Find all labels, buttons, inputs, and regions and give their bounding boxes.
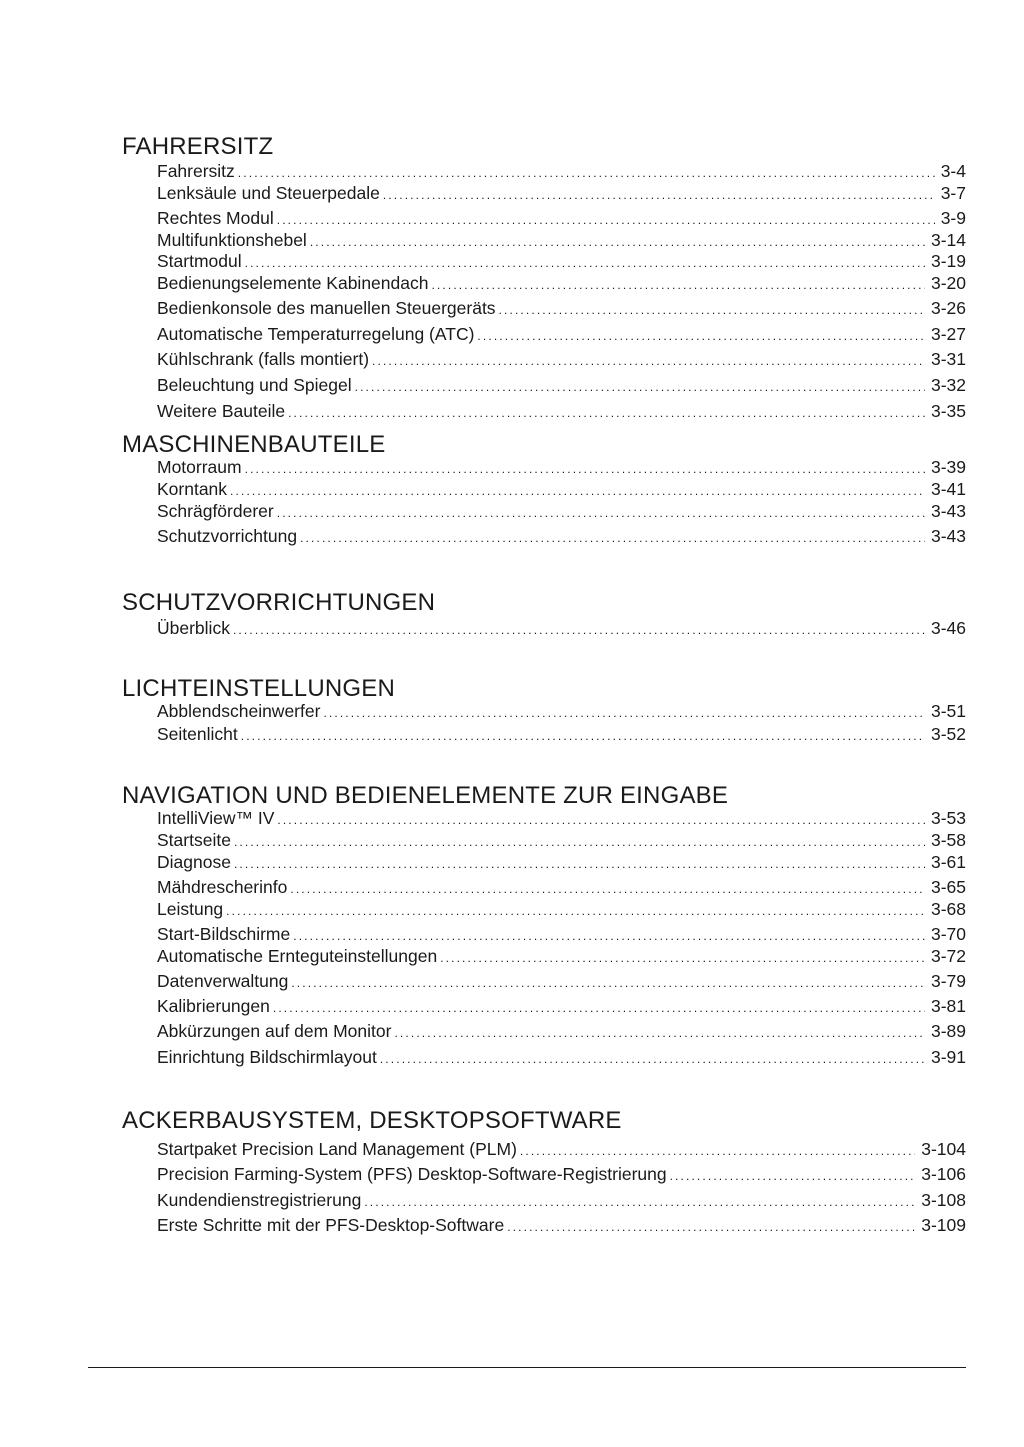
dot-leader — [234, 829, 925, 851]
toc-entry-page: 3-72 — [930, 946, 966, 966]
dot-leader — [241, 723, 925, 745]
footer-divider — [88, 1367, 966, 1368]
toc-entry-page: 3-27 — [930, 324, 966, 344]
section-title: LICHTEINSTELLUNGEN — [122, 675, 395, 702]
dot-leader — [507, 1214, 915, 1236]
dot-leader — [277, 500, 925, 522]
toc-entry[interactable] — [157, 207, 966, 229]
dot-leader — [293, 923, 925, 945]
toc-section-maschinenbauteile — [122, 431, 966, 546]
section-title: FAHRERSITZ — [122, 133, 274, 160]
dot-leader — [372, 348, 925, 370]
dot-leader — [520, 1138, 915, 1160]
toc-entry[interactable] — [157, 297, 966, 319]
toc-entry[interactable] — [157, 456, 966, 478]
toc-entry[interactable] — [157, 970, 966, 992]
toc-entry[interactable] — [157, 323, 966, 345]
section-title: SCHUTZVORRICHTUNGEN — [122, 589, 436, 616]
toc-entry-page: 3-26 — [930, 298, 966, 318]
toc-entry[interactable] — [157, 1189, 966, 1211]
toc-entry-page: 3-89 — [930, 1021, 966, 1041]
toc-entry-label: Precision Farming-System (PFS) Desktop-Software-Registrierung — [157, 1164, 667, 1184]
toc-entry[interactable] — [157, 1020, 966, 1042]
toc-entry-label: Korntank — [157, 479, 228, 499]
dot-leader — [291, 970, 925, 992]
toc-entry[interactable] — [157, 525, 966, 547]
toc-entry-page: 3-20 — [930, 273, 966, 293]
toc-entry[interactable] — [157, 250, 966, 272]
toc-entry-page: 3-106 — [921, 1164, 966, 1184]
dot-leader — [364, 1189, 915, 1211]
toc-entry[interactable] — [157, 851, 966, 873]
toc-entry[interactable] — [157, 876, 966, 898]
toc-section-schutzvorrichtungen — [122, 589, 966, 638]
toc-entry-label: Bedienkonsole des manuellen Steuergeräts — [157, 298, 496, 318]
toc-entry-label: Weitere Bauteile — [157, 401, 286, 421]
dot-leader — [477, 323, 925, 345]
toc-entry-label: Abblendscheinwerfer — [157, 701, 321, 721]
toc-entry[interactable] — [157, 400, 966, 422]
toc-entry[interactable] — [157, 160, 966, 182]
toc-entry-label: Fahrersitz — [157, 161, 235, 181]
toc-entry-label: Kalibrierungen — [157, 996, 270, 1016]
dot-leader — [245, 250, 925, 272]
toc-entry-label: Kühlschrank (falls montiert) — [157, 349, 370, 369]
dot-leader — [230, 478, 925, 500]
toc-entry-label: Bedienungselemente Kabinendach — [157, 273, 429, 293]
toc-entry-label: Einrichtung Bildschirmlayout — [157, 1047, 377, 1067]
toc-entry-page: 3-51 — [930, 701, 966, 721]
toc-entry-label: Schutzvorrichtung — [157, 526, 298, 546]
dot-leader — [233, 617, 925, 639]
toc-entry[interactable] — [157, 272, 966, 294]
section-title: NAVIGATION UND BEDIENELEMENTE ZUR EINGABE — [122, 782, 729, 809]
toc-entry-label: Erste Schritte mit der PFS-Desktop-Software — [157, 1215, 505, 1235]
toc-entry[interactable] — [157, 1138, 966, 1160]
dot-leader — [431, 272, 925, 294]
dot-leader — [355, 374, 925, 396]
toc-entry[interactable] — [157, 1163, 966, 1185]
dot-leader — [288, 400, 925, 422]
toc-section-fahrersitz — [122, 133, 966, 421]
toc-entry[interactable] — [157, 700, 966, 722]
toc-entry[interactable] — [157, 898, 966, 920]
toc-entry-page: 3-91 — [930, 1047, 966, 1067]
toc-entry-label: Multifunktionshebel — [157, 230, 307, 250]
toc-entry-label: Überblick — [157, 618, 230, 638]
dot-leader — [323, 700, 925, 722]
toc-entry-label: Automatische Ernteguteinstellungen — [157, 946, 438, 966]
toc-entry-label: Abkürzungen auf dem Monitor — [157, 1021, 392, 1041]
toc-entry-page: 3-68 — [930, 899, 966, 919]
toc-entry-page: 3-14 — [930, 230, 966, 250]
dot-leader — [380, 1046, 925, 1068]
toc-entry[interactable] — [157, 945, 966, 967]
toc-entry[interactable] — [157, 500, 966, 522]
toc-entry-page: 3-58 — [930, 830, 966, 850]
section-title: ACKERBAUSYSTEM, DESKTOPSOFTWARE — [122, 1107, 622, 1134]
toc-entry-page: 3-65 — [930, 877, 966, 897]
toc-entry[interactable] — [157, 923, 966, 945]
toc-entry-label: Leistung — [157, 899, 224, 919]
toc-entry-page: 3-4 — [940, 161, 966, 181]
toc-entry-page: 3-46 — [930, 618, 966, 638]
toc-entry-label: Startseite — [157, 830, 231, 850]
section-title: MASCHINENBAUTEILE — [122, 431, 386, 458]
dot-leader — [499, 297, 925, 319]
toc-entry-label: Datenverwaltung — [157, 971, 289, 991]
toc-entry-page: 3-9 — [940, 208, 966, 228]
dot-leader — [383, 182, 935, 204]
toc-entry[interactable] — [157, 229, 966, 251]
toc-entry-label: IntelliView™ IV — [157, 808, 275, 828]
dot-leader — [277, 207, 935, 229]
toc-entry-label: Lenksäule und Steuerpedale — [157, 183, 380, 203]
toc-entry-page: 3-43 — [930, 526, 966, 546]
toc-entry-page: 3-108 — [921, 1190, 966, 1210]
toc-entry-page: 3-35 — [930, 401, 966, 421]
dot-leader — [234, 851, 925, 873]
toc-entry-label: Kundendienstregistrierung — [157, 1190, 362, 1210]
dot-leader — [226, 898, 925, 920]
dot-leader — [245, 456, 925, 478]
toc-entry-page: 3-53 — [930, 808, 966, 828]
toc-section-navigation — [122, 782, 966, 1067]
toc-entry-page: 3-41 — [930, 479, 966, 499]
dot-leader — [300, 525, 925, 547]
toc-entry-page: 3-81 — [930, 996, 966, 1016]
toc-entry-page: 3-31 — [930, 349, 966, 369]
toc-entry-label: Automatische Temperaturregelung (ATC) — [157, 324, 475, 344]
toc-entry[interactable] — [157, 723, 966, 745]
toc-entry-label: Motorraum — [157, 457, 242, 477]
toc-entry-label: Seitenlicht — [157, 724, 238, 744]
toc-entry[interactable] — [157, 617, 966, 639]
toc-entry-label: Startpaket Precision Land Management (PLM) — [157, 1139, 517, 1159]
toc-entry[interactable] — [157, 1046, 966, 1068]
toc-entry-label: Rechtes Modul — [157, 208, 274, 228]
toc-entry[interactable] — [157, 182, 966, 204]
dot-leader — [290, 876, 925, 898]
dot-leader — [238, 160, 935, 182]
toc-entry-page: 3-32 — [930, 375, 966, 395]
toc-entry[interactable] — [157, 348, 966, 370]
toc-entry[interactable] — [157, 995, 966, 1017]
toc-entry-page: 3-61 — [930, 852, 966, 872]
dot-leader — [670, 1163, 916, 1185]
toc-entry-page: 3-39 — [930, 457, 966, 477]
toc-entry-label: Schrägförderer — [157, 501, 274, 521]
toc-entry-label: Diagnose — [157, 852, 231, 872]
toc-entry-page: 3-19 — [930, 251, 966, 271]
toc-entry-page: 3-43 — [930, 501, 966, 521]
toc-section-ackerbausystem — [122, 1107, 966, 1235]
toc-entry[interactable] — [157, 374, 966, 396]
dot-leader — [440, 945, 925, 967]
toc-entry[interactable] — [157, 807, 966, 829]
toc-entry-label: Mähdrescherinfo — [157, 877, 288, 897]
toc-entry-page: 3-70 — [930, 924, 966, 944]
toc-entry-page: 3-7 — [940, 183, 966, 203]
dot-leader — [277, 807, 925, 829]
dot-leader — [394, 1020, 925, 1042]
toc-entry-page: 3-104 — [921, 1139, 966, 1159]
toc-entry-label: Start-Bildschirme — [157, 924, 291, 944]
dot-leader — [310, 229, 925, 251]
toc-entry-page: 3-52 — [930, 724, 966, 744]
toc-section-lichteinstellungen — [122, 675, 966, 744]
toc-entry[interactable] — [157, 478, 966, 500]
dot-leader — [273, 995, 925, 1017]
toc-entry-page: 3-79 — [930, 971, 966, 991]
toc-entry[interactable] — [157, 829, 966, 851]
toc-entry-label: Startmodul — [157, 251, 242, 271]
toc-entry-page: 3-109 — [921, 1215, 966, 1235]
toc-entry[interactable] — [157, 1214, 966, 1236]
toc-entry-label: Beleuchtung und Spiegel — [157, 375, 352, 395]
